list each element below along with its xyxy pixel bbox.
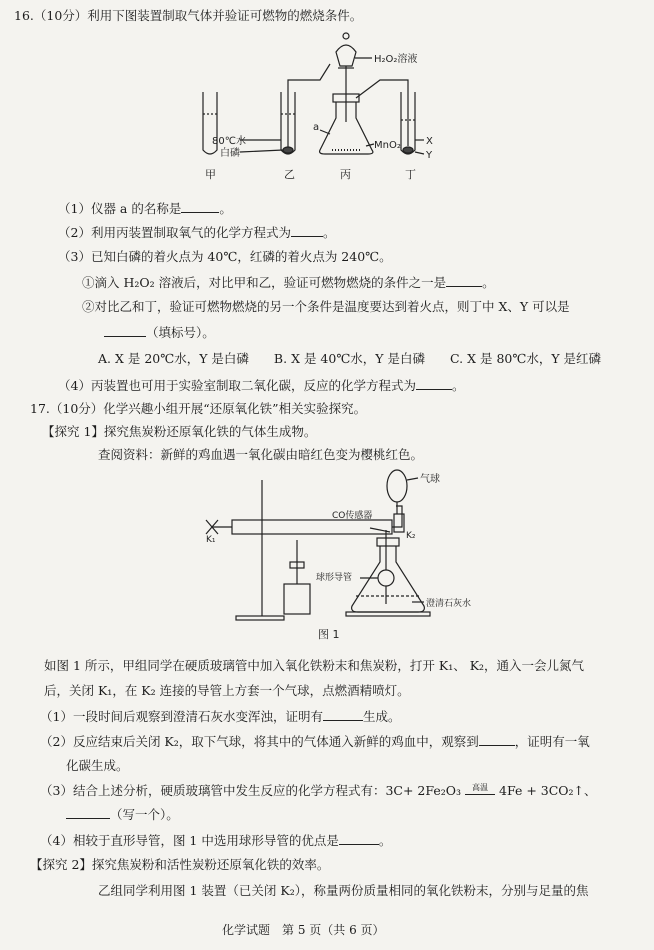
q17-last-line: 乙组同学利用图 1 装置（已关闭 K₂），称量两份质量相同的氧化铁粉末，分别与足量的焦 bbox=[98, 883, 589, 898]
label-k2: K₂ bbox=[406, 531, 416, 541]
alcohol-burner bbox=[284, 584, 310, 614]
q16-part3-2: ②对比乙和丁，验证可燃物燃烧的另一个条件是温度要达到着火点，则丁中 X、Y 可以是 bbox=[82, 299, 570, 314]
q16-options: A. X 是 20℃水，Y 是白磷 B. X 是 40℃水，Y 是白磷 C. X 是 80℃水，Y 是红磷 bbox=[98, 351, 602, 366]
q16-part1: （1）仪器 a 的名称是 。 bbox=[58, 201, 232, 216]
q17-apparatus-diagram bbox=[0, 466, 654, 656]
label-limewater: 澄清石灰水 bbox=[426, 599, 472, 609]
label-ding: 丁 bbox=[405, 168, 416, 181]
label-white-phosphorus: 白磷 bbox=[220, 148, 240, 159]
label-80c-water: 80℃水 bbox=[212, 136, 246, 147]
page-footer: 化学试题 第 5 页（共 6 页） bbox=[222, 923, 385, 937]
label-a: a bbox=[313, 122, 320, 133]
q16-part3-2b: （填标号）。 bbox=[104, 324, 215, 341]
label-co-sensor: CO传感器 bbox=[332, 511, 373, 521]
label-k1: K₁ bbox=[206, 535, 216, 545]
label-bing: 丙 bbox=[340, 168, 351, 181]
q17-intro2: 后，关闭 K₁，在 K₂ 连接的导管上方套一个气球，点燃酒精喷灯。 bbox=[44, 683, 410, 698]
label-mno2: MnO₂ bbox=[374, 140, 401, 151]
balloon bbox=[387, 470, 407, 502]
q17-step4: （4）相较于直形导管，图 1 中选用球形导管的优点是 。 bbox=[40, 833, 392, 848]
label-balloon: 气球 bbox=[420, 474, 440, 485]
q17-explore1: 【探究 1】探究焦炭粉还原氧化铁的气体生成物。 bbox=[42, 424, 317, 439]
reaction-condition: 高温 bbox=[465, 788, 495, 795]
label-x: X bbox=[426, 136, 433, 147]
q17-step3: （3）结合上述分析，硬质玻璃管中发生反应的化学方程式有：3C+ 2Fe₂O₃ 高温 4Fe + 3CO₂↑、 bbox=[40, 783, 597, 798]
q17-step1: （1）一段时间后观察到澄清石灰水变浑浊，证明有 生成。 bbox=[40, 709, 401, 724]
q17-step2-cont: 化碳生成。 bbox=[66, 758, 129, 773]
q16-apparatus-diagram bbox=[0, 22, 654, 192]
label-h2o2: H₂O₂溶液 bbox=[374, 54, 418, 65]
hard-glass-tube bbox=[232, 520, 392, 534]
q17-explore2: 【探究 2】探究焦炭粉和活性炭粉还原氧化铁的效率。 bbox=[30, 857, 330, 872]
q16-part3-1: ①滴入 H₂O₂ 溶液后，对比甲和乙，验证可燃物燃烧的条件之一是 。 bbox=[82, 275, 495, 290]
figure-caption: 图 1 bbox=[318, 628, 340, 641]
q17-info: 查阅资料：新鲜的鸡血遇一氧化碳由暗红色变为樱桃红色。 bbox=[98, 447, 424, 462]
label-y: Y bbox=[426, 150, 433, 161]
q17-step2: （2）反应结束后关闭 K₂，取下气球，将其中的气体通入新鲜的鸡血中，观察到 ，证明有一氧 bbox=[40, 734, 590, 749]
q16-part2: （2）利用丙装置制取氧气的化学方程式为 。 bbox=[58, 225, 336, 240]
label-jia: 甲 bbox=[205, 168, 216, 181]
q17-header: 17.（10分）化学兴趣小组开展“还原氧化铁”相关实验探究。 bbox=[30, 401, 367, 416]
q16-part3: （3）已知白磷的着火点为 40℃，红磷的着火点为 240℃。 bbox=[58, 249, 392, 264]
label-yi: 乙 bbox=[284, 168, 295, 181]
q17-step3-cont: （写一个）。 bbox=[66, 806, 179, 823]
q16-part4: （4）丙装置也可用于实验室制取二氧化碳，反应的化学方程式为 。 bbox=[58, 378, 465, 393]
q16-header: 16.（10分）利用下图装置制取气体并验证可燃物的燃烧条件。 bbox=[14, 8, 363, 23]
bulb-tube bbox=[378, 570, 394, 586]
q17-intro1: 如图 1 所示，甲组同学在硬质玻璃管中加入氧化铁粉末和焦炭粉，打开 K₁、 K₂，通入一会儿氮气 bbox=[44, 658, 585, 673]
separatory-funnel bbox=[336, 45, 356, 66]
label-bulb-tube: 球形导管 bbox=[316, 573, 353, 583]
